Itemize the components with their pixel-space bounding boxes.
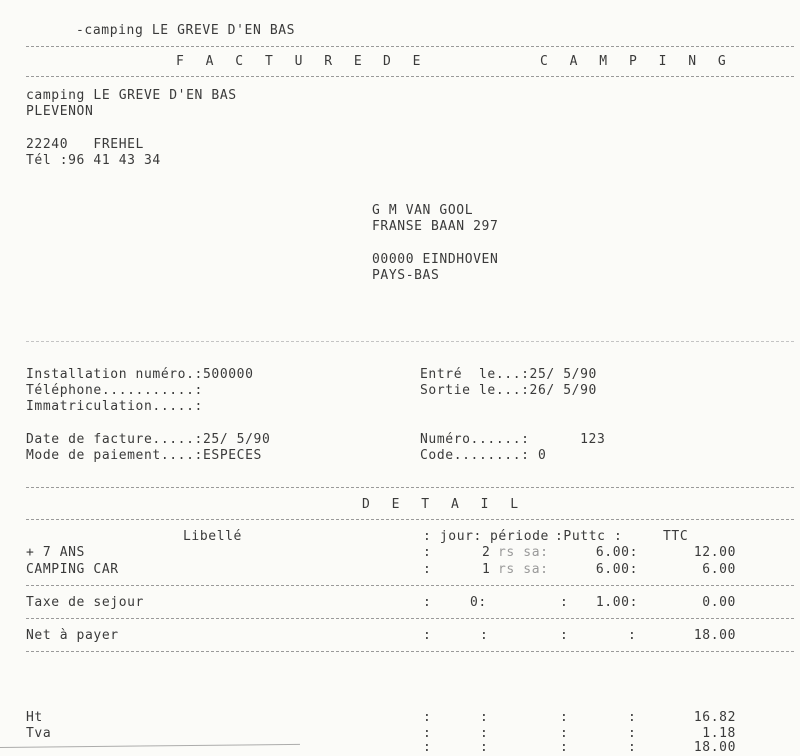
invoice-code: Code........: 0 <box>420 448 547 463</box>
taxe-col1: : <box>423 595 432 610</box>
title-de: D E <box>383 54 428 69</box>
total-col3: : <box>560 740 569 755</box>
net-col4: : <box>628 628 637 643</box>
table-row-pu: 6.00: <box>595 545 638 560</box>
detail-title: D E T A I L <box>362 497 526 512</box>
divider <box>26 618 794 619</box>
net-col3: : <box>560 628 569 643</box>
net-col1: : <box>423 628 432 643</box>
divider <box>26 341 794 342</box>
total-col2: : <box>480 726 489 741</box>
table-row-qty: : 2 <box>423 545 491 560</box>
total-col1: : <box>423 710 432 725</box>
divider <box>26 651 794 652</box>
sender-name: camping LE GREVE D'EN BAS <box>26 88 237 103</box>
divider <box>26 487 794 488</box>
title-camping: C A M P I N G <box>540 54 733 69</box>
col-libelle: Libellé <box>183 529 242 544</box>
total-ht-label: Ht <box>26 710 43 725</box>
invoice-number: Numéro......: 123 <box>420 432 606 447</box>
col-jour: : jour: <box>423 529 482 544</box>
taxe-ttc: 0.00 <box>702 595 736 610</box>
col-ttc: TTC <box>663 529 689 544</box>
exit-date: Sortie le...:26/ 5/90 <box>420 383 597 398</box>
col-periode: période <box>490 529 549 544</box>
net-col2: : <box>480 628 489 643</box>
recipient-street: FRANSE BAAN 297 <box>372 219 499 234</box>
net-ttc: 18.00 <box>693 628 736 643</box>
table-row-pu: 6.00: <box>595 562 638 577</box>
sender-locality: PLEVENON <box>26 104 94 119</box>
immatriculation-field: Immatriculation.....: <box>26 399 203 414</box>
recipient-country: PAYS-BAS <box>372 268 440 283</box>
recipient-postcode-city: 00000 EINDHOVEN <box>372 252 499 267</box>
camping-top-line: -camping LE GREVE D'EN BAS <box>76 23 296 38</box>
invoice-date: Date de facture.....:25/ 5/90 <box>26 432 271 447</box>
taxe-col2: 0: <box>470 595 487 610</box>
total-col3: : <box>560 710 569 725</box>
total-col1: : <box>423 740 432 755</box>
sender-postcode-city: 22240 FREHEL <box>26 137 144 152</box>
table-row-ttc: 12.00 <box>693 545 736 560</box>
total-col2: : <box>480 710 489 725</box>
divider <box>26 585 794 586</box>
table-row-unit: rs sa: <box>498 562 549 577</box>
total-col4: : <box>628 710 637 725</box>
total-ttc-value: 18.00 <box>693 740 736 755</box>
sender-phone: Tél :96 41 43 34 <box>26 153 161 168</box>
table-row-libelle: CAMPING CAR <box>26 562 119 577</box>
table-row-unit: rs sa: <box>498 545 549 560</box>
col-puttc: :Puttc : <box>555 529 623 544</box>
taxe-pu: 1.00: <box>595 595 638 610</box>
total-tva-value: 1.18 <box>702 726 736 741</box>
total-col4: : <box>628 726 637 741</box>
telephone-field: Téléphone...........: <box>26 383 203 398</box>
payment-mode: Mode de paiement....:ESPECES <box>26 448 262 463</box>
taxe-label: Taxe de sejour <box>26 595 144 610</box>
total-col4: : <box>628 740 637 755</box>
entry-date: Entré le...:25/ 5/90 <box>420 367 597 382</box>
net-label: Net à payer <box>26 628 119 643</box>
table-row-qty: : 1 <box>423 562 491 577</box>
table-row-libelle: + 7 ANS <box>26 545 85 560</box>
table-row-ttc: 6.00 <box>702 562 736 577</box>
installation-number: Installation numéro.:500000 <box>26 367 254 382</box>
divider <box>26 76 794 77</box>
total-col3: : <box>560 726 569 741</box>
divider <box>26 46 794 47</box>
paper-edge-line <box>0 744 300 748</box>
recipient-name: G M VAN GOOL <box>372 203 474 218</box>
title-facture: F A C T U R E <box>176 54 369 69</box>
total-tva-label: Tva <box>26 726 52 741</box>
total-ht-value: 16.82 <box>693 710 736 725</box>
total-col2: : <box>480 740 489 755</box>
taxe-col3: : <box>560 595 569 610</box>
divider <box>26 519 794 520</box>
total-col1: : <box>423 726 432 741</box>
